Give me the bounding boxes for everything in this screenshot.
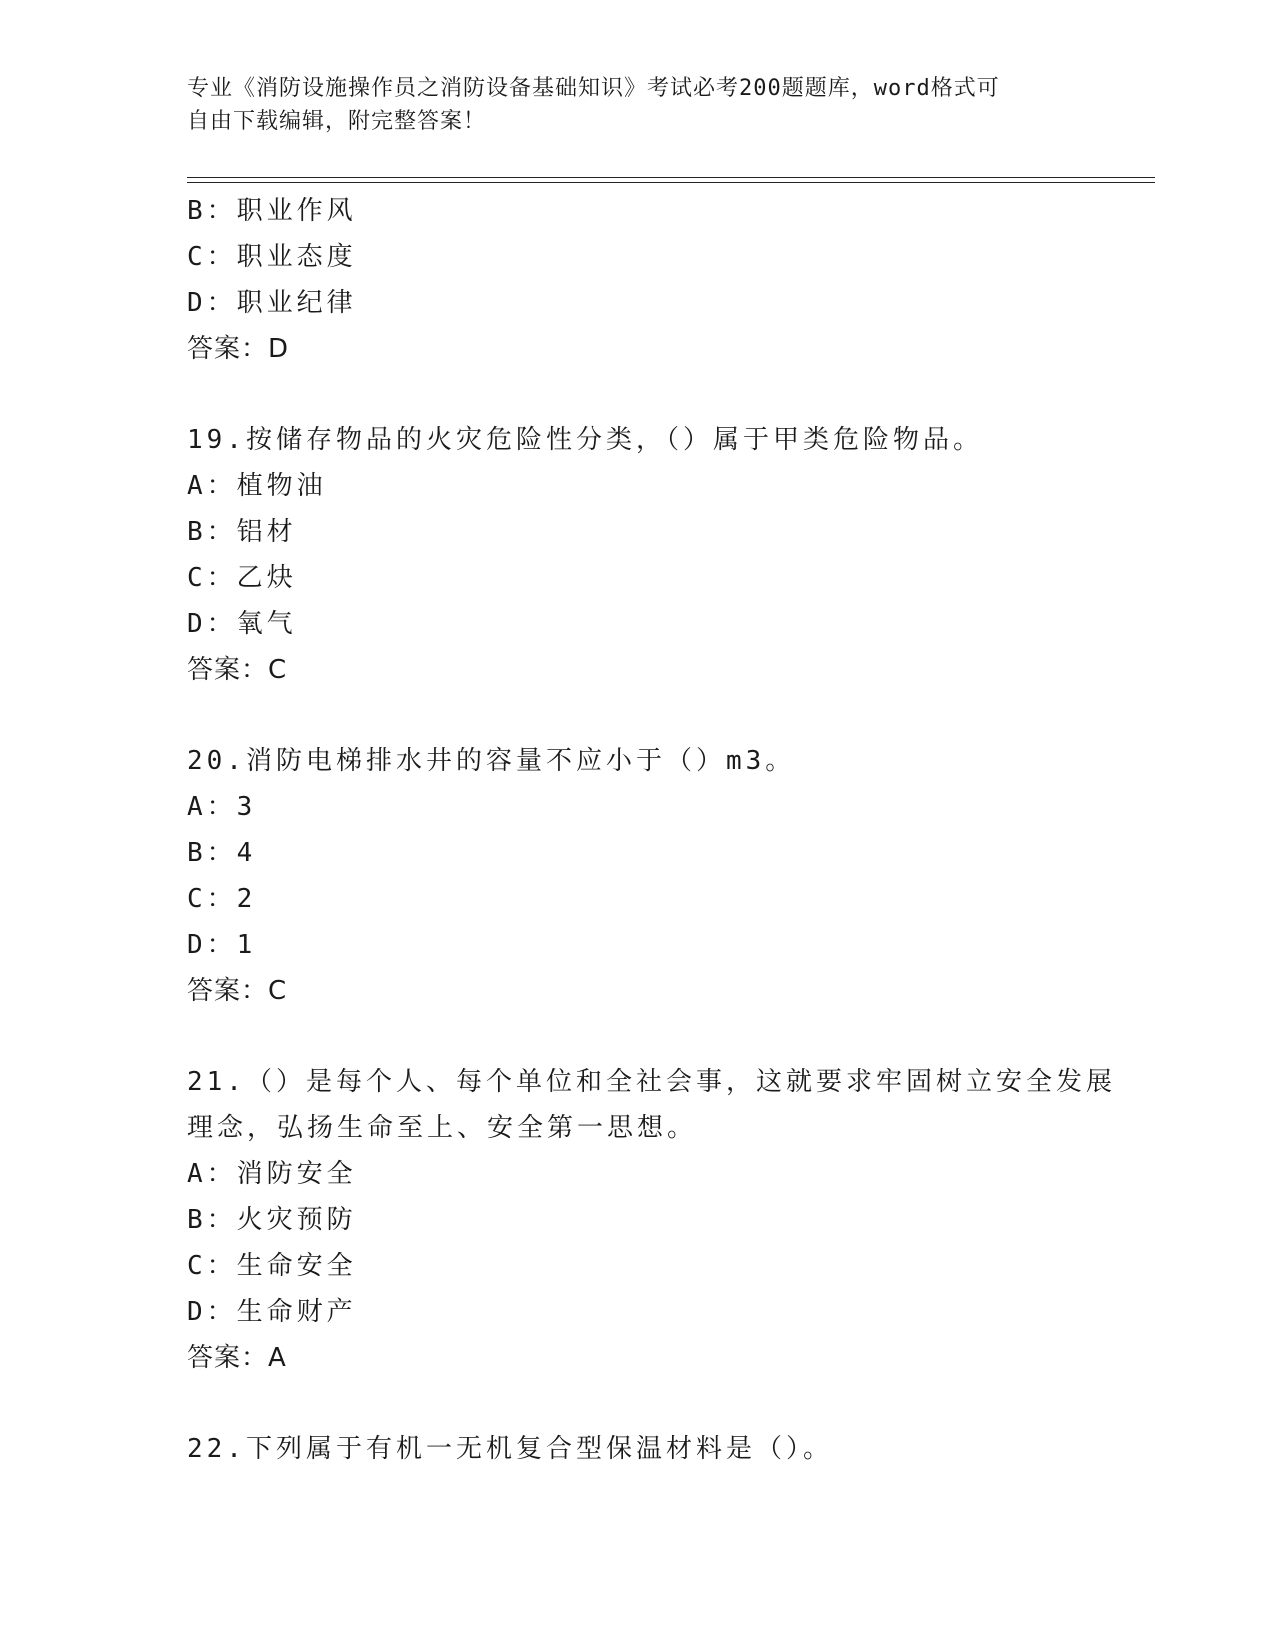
option-d: D：职业纪律 — [187, 288, 357, 318]
option-a: A：消防安全 — [187, 1159, 357, 1189]
header-line-1: 专业《消防设施操作员之消防设备基础知识》考试必考200题题库，word格式可 — [187, 76, 1000, 101]
option-c: C：职业态度 — [187, 242, 357, 272]
question-19 — [187, 417, 1087, 693]
question-stem: 22.下列属于有机一无机复合型保温材料是（）。 — [187, 1434, 833, 1464]
option-b: B：火灾预防 — [187, 1205, 357, 1235]
question-18-continued — [187, 188, 1087, 372]
answer: 答案：A — [187, 1343, 287, 1373]
option-b: B：4 — [187, 838, 257, 868]
header-rule-bottom — [187, 182, 1155, 183]
question-21 — [187, 1059, 1116, 1381]
answer: 答案：C — [187, 976, 288, 1006]
document-header — [187, 72, 1087, 138]
question-22 — [187, 1426, 1087, 1472]
option-d: D：生命财产 — [187, 1297, 357, 1327]
question-list — [187, 188, 1116, 1472]
option-d: D：1 — [187, 930, 257, 960]
option-a: A：植物油 — [187, 471, 327, 501]
option-c: C：2 — [187, 884, 257, 914]
option-a: A：3 — [187, 792, 257, 822]
question-stem-line-1: 21.（）是每个人、每个单位和全社会事，这就要求牢固树立安全发展 — [187, 1067, 1116, 1097]
question-stem-line-2: 理念，弘扬生命至上、安全第一思想。 — [187, 1113, 698, 1143]
question-stem: 19.按储存物品的火灾危险性分类，（）属于甲类危险物品。 — [187, 425, 983, 455]
header-line-2: 自由下载编辑，附完整答案！ — [187, 109, 487, 134]
option-c: C：生命安全 — [187, 1251, 357, 1281]
answer: 答案：C — [187, 655, 288, 685]
answer: 答案：D — [187, 334, 290, 364]
question-20 — [187, 738, 1087, 1014]
question-stem: 20.消防电梯排水井的容量不应小于（）m3。 — [187, 746, 796, 776]
option-b: B：铝材 — [187, 517, 297, 547]
option-d: D：氧气 — [187, 609, 297, 639]
option-b: B：职业作风 — [187, 196, 357, 226]
option-c: C：乙炔 — [187, 563, 297, 593]
header-rule-top — [187, 177, 1155, 178]
